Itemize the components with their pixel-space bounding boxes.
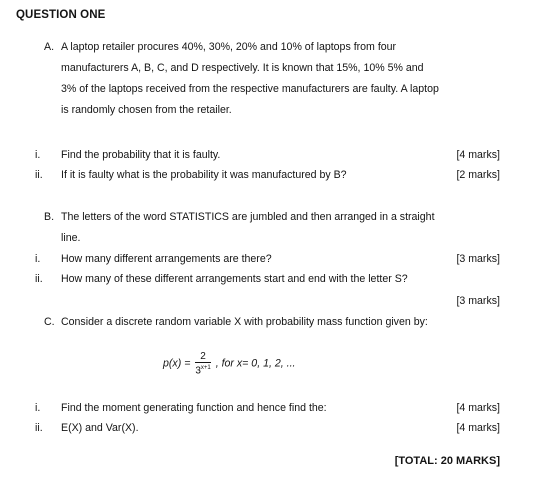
part-a-q1-numeral: i. xyxy=(35,149,41,161)
part-b-paragraph xyxy=(61,207,435,249)
part-c-q2-text: E(X) and Var(X). xyxy=(61,422,139,434)
part-a-q2-text: If it is faulty what is the probability it was manufactured by B? xyxy=(61,169,347,181)
part-c-q1-text: Find the moment generating function and hence find the: xyxy=(61,402,327,414)
part-c-letter: C. xyxy=(44,316,55,328)
part-a-q1-text: Find the probability that it is faulty. xyxy=(61,149,221,161)
pmf-condition: , for x= 0, 1, 2, ... xyxy=(215,357,296,370)
part-c-intro: Consider a discrete random variable X with probability mass function given by: xyxy=(61,316,428,328)
part-a-line-1: A laptop retailer procures 40%, 30%, 20% and 10% of laptops from four xyxy=(61,41,397,53)
part-b-line-2: line. xyxy=(61,232,81,244)
part-b-q1-text: How many different arrangements are there? xyxy=(61,253,272,265)
part-b-letter: B. xyxy=(44,211,55,223)
part-a-line-4: is randomly chosen from the retailer. xyxy=(61,104,232,116)
question-heading: QUESTION ONE xyxy=(16,9,106,21)
pmf-denominator-exponent: x+1 xyxy=(200,365,211,371)
pmf-formula xyxy=(163,351,295,376)
pmf-fraction xyxy=(195,351,210,376)
part-b-q1-numeral: i. xyxy=(35,253,41,265)
pmf-denominator-base: 3 xyxy=(195,365,201,377)
part-a-q2-marks: [2 marks] xyxy=(456,169,500,181)
part-c-q2-numeral: ii. xyxy=(35,422,43,434)
part-a-q1-marks: [4 marks] xyxy=(456,149,500,161)
part-a-line-3: 3% of the laptops received from the respective manufacturers are faulty. A laptop xyxy=(61,83,439,95)
part-a-paragraph xyxy=(61,37,439,121)
part-b-q2-marks: [3 marks] xyxy=(456,295,500,307)
part-b-q2-numeral: ii. xyxy=(35,273,43,285)
total-marks: [TOTAL: 20 MARKS] xyxy=(394,455,500,467)
part-b-q1-marks: [3 marks] xyxy=(456,253,500,265)
part-c-q1-marks: [4 marks] xyxy=(456,402,500,414)
part-a-q2-numeral: ii. xyxy=(35,169,43,181)
part-c-q1-numeral: i. xyxy=(35,402,41,414)
part-b-line-1: The letters of the word STATISTICS are jumbled and then arranged in a straight xyxy=(61,211,435,223)
part-a-line-2: manufacturers A, B, C, and D respectively. It is known that 15%, 10% 5% and xyxy=(61,62,424,74)
part-b-q2-text: How many of these different arrangements start and end with the letter S? xyxy=(61,273,408,285)
pmf-lhs: p(x) = xyxy=(163,357,191,370)
pmf-numerator: 2 xyxy=(195,351,210,363)
part-a-letter: A. xyxy=(44,41,55,53)
part-c-q2-marks: [4 marks] xyxy=(456,422,500,434)
pmf-denominator xyxy=(195,363,210,376)
